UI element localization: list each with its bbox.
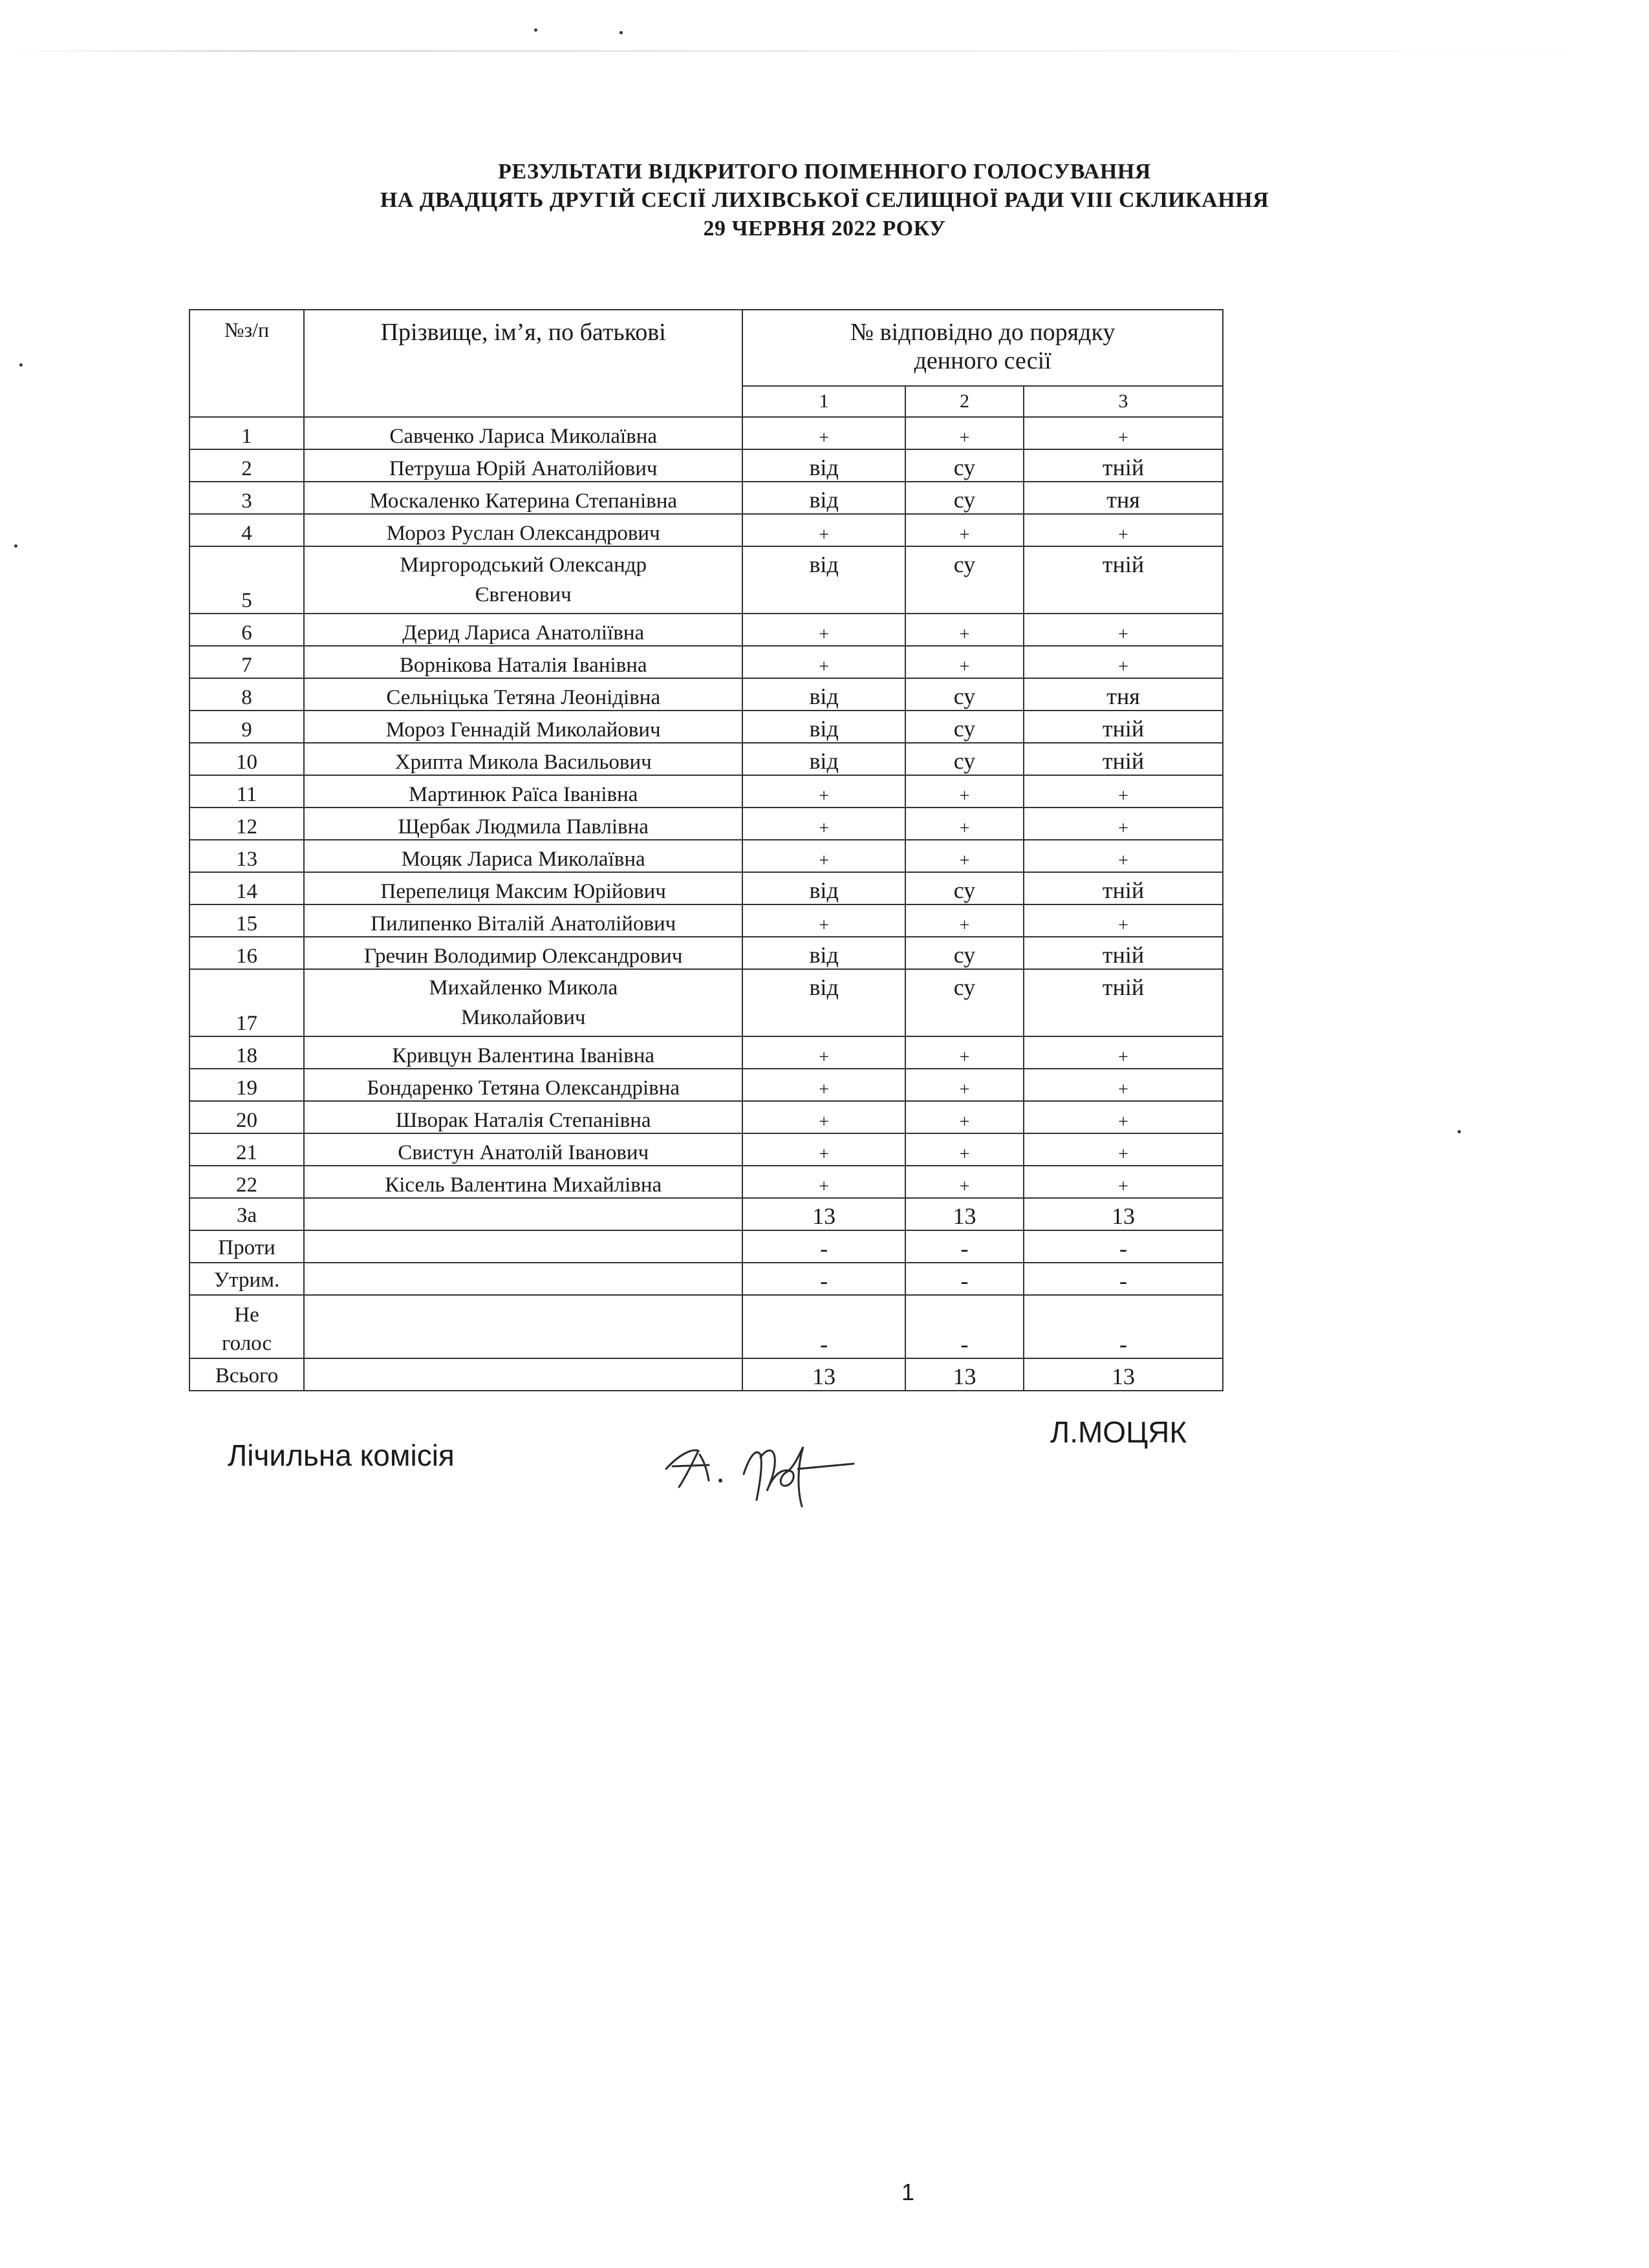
deputy-name: Мороз Руслан Олександрович (304, 514, 742, 546)
summary-blank (304, 1358, 742, 1391)
row-number: 8 (189, 678, 304, 711)
vote-question-3: + (1024, 775, 1223, 808)
summary-blank (304, 1295, 742, 1358)
vote-question-3: + (1024, 1069, 1223, 1101)
vote-question-2: + (905, 1133, 1024, 1166)
summary-row (189, 1358, 1223, 1391)
header-full-name: Прізвище, ім’я, по батькові (304, 310, 742, 417)
signer-name: Л.МОЦЯК (1050, 1415, 1187, 1449)
row-number: 12 (189, 808, 304, 840)
row-number: 11 (189, 775, 304, 808)
table-row (189, 904, 1223, 937)
deputy-name-line-1: Миргородський Олександр (400, 553, 647, 577)
vote-question-1: + (742, 646, 905, 678)
summary-label-line-1: Не (234, 1303, 259, 1327)
header-agenda-line-2: денного сесії (914, 347, 1051, 374)
deputy-name: Дерид Лариса Анатоліївна (304, 614, 742, 646)
vote-question-3: + (1024, 904, 1223, 937)
vote-question-3: + (1024, 514, 1223, 546)
vote-question-3: + (1024, 1101, 1223, 1133)
vote-question-2: + (905, 775, 1024, 808)
vote-question-1: від (742, 872, 905, 904)
vote-question-2: + (905, 840, 1024, 872)
summary-label: За (189, 1198, 304, 1230)
table-row (189, 775, 1223, 808)
summary-question-1: - (742, 1263, 905, 1295)
summary-question-3: - (1024, 1295, 1223, 1358)
table-row (189, 711, 1223, 743)
row-number: 3 (189, 482, 304, 514)
vote-question-2: су (905, 969, 1024, 1036)
vote-question-1: від (742, 678, 905, 711)
deputy-name: Бондаренко Тетяна Олександрівна (304, 1069, 742, 1101)
deputy-name: Кісель Валентина Михайлівна (304, 1166, 742, 1198)
row-number: 18 (189, 1036, 304, 1069)
table-row (189, 1166, 1223, 1198)
row-number: 20 (189, 1101, 304, 1133)
summary-row (189, 1198, 1223, 1230)
vote-question-1: + (742, 1036, 905, 1069)
table-row (189, 614, 1223, 646)
summary-label (189, 1295, 304, 1358)
vote-question-3: тня (1024, 482, 1223, 514)
deputy-name: Пилипенко Віталій Анатолійович (304, 904, 742, 937)
row-number: 14 (189, 872, 304, 904)
vote-question-3: тня (1024, 678, 1223, 711)
vote-question-2: су (905, 546, 1024, 614)
header-number: №з/п (189, 310, 304, 417)
vote-question-1: + (742, 904, 905, 937)
summary-question-2: 13 (905, 1198, 1024, 1230)
page-number: 1 (901, 2179, 915, 2205)
header-question-3: 3 (1024, 386, 1223, 417)
vote-question-2: су (905, 482, 1024, 514)
table-row (189, 514, 1223, 546)
deputy-name: Моцяк Лариса Миколаївна (304, 840, 742, 872)
vote-question-1: + (742, 808, 905, 840)
vote-question-3: + (1024, 1166, 1223, 1198)
row-number: 21 (189, 1133, 304, 1166)
deputy-name: Савченко Лариса Миколаївна (304, 417, 742, 449)
vote-question-1: + (742, 775, 905, 808)
row-number: 10 (189, 743, 304, 775)
title-line-2: НА ДВАДЦЯТЬ ДРУГІЙ СЕСІЇ ЛИХІВСЬКОЇ СЕЛИЩНОЇ РАДИ VIII СКЛИКАННЯ (380, 188, 1269, 212)
vote-question-2: су (905, 872, 1024, 904)
row-number: 19 (189, 1069, 304, 1101)
vote-question-1: від (742, 482, 905, 514)
vote-question-3: + (1024, 1133, 1223, 1166)
vote-question-3: тній (1024, 449, 1223, 482)
vote-question-2: + (905, 614, 1024, 646)
vote-question-2: + (905, 904, 1024, 937)
vote-question-3: тній (1024, 969, 1223, 1036)
table-row (189, 808, 1223, 840)
title-line-3: 29 ЧЕРВНЯ 2022 РОКУ (703, 217, 946, 241)
deputy-name-line-2: Євгенович (475, 583, 572, 606)
scan-edge-line (0, 50, 1649, 52)
vote-question-1: від (742, 937, 905, 969)
counting-commission-label: Лічильна комісія (228, 1439, 455, 1472)
row-number: 16 (189, 937, 304, 969)
deputy-name: Щербак Людмила Павлівна (304, 808, 742, 840)
deputy-name: Сельніцька Тетяна Леонідівна (304, 678, 742, 711)
table-row (189, 1101, 1223, 1133)
deputy-name: Ворнікова Наталія Іванівна (304, 646, 742, 678)
vote-question-2: + (905, 1069, 1024, 1101)
vote-question-2: су (905, 711, 1024, 743)
deputy-name: Мартинюк Раїса Іванівна (304, 775, 742, 808)
scan-speck (620, 31, 623, 34)
voting-results-table (189, 309, 1223, 1391)
summary-label: Всього (189, 1358, 304, 1391)
table-row (189, 646, 1223, 678)
summary-question-1: 13 (742, 1358, 905, 1391)
table-row (189, 743, 1223, 775)
vote-question-2: + (905, 514, 1024, 546)
deputy-name (304, 969, 742, 1036)
table-row (189, 1133, 1223, 1166)
row-number: 15 (189, 904, 304, 937)
vote-question-1: + (742, 514, 905, 546)
scan-speck (1458, 1130, 1461, 1133)
summary-question-2: - (905, 1263, 1024, 1295)
deputy-name: Хрипта Микола Васильович (304, 743, 742, 775)
summary-question-2: 13 (905, 1358, 1024, 1391)
summary-question-2: - (905, 1230, 1024, 1263)
table-row (189, 482, 1223, 514)
header-question-1: 1 (742, 386, 905, 417)
vote-question-3: тній (1024, 872, 1223, 904)
deputy-name: Кривцун Валентина Іванівна (304, 1036, 742, 1069)
vote-question-2: + (905, 646, 1024, 678)
table-row (189, 546, 1223, 614)
vote-question-1: + (742, 1101, 905, 1133)
vote-question-1: + (742, 840, 905, 872)
scan-speck (19, 363, 23, 367)
vote-question-1: від (742, 969, 905, 1036)
vote-question-2: су (905, 449, 1024, 482)
vote-question-1: + (742, 1166, 905, 1198)
deputy-name (304, 546, 742, 614)
summary-blank (304, 1230, 742, 1263)
vote-question-2: + (905, 417, 1024, 449)
vote-question-2: су (905, 743, 1024, 775)
summary-label: Утрим. (189, 1263, 304, 1295)
title-line-1: РЕЗУЛЬТАТИ ВІДКРИТОГО ПОІМЕННОГО ГОЛОСУВАННЯ (498, 160, 1151, 184)
table-row (189, 678, 1223, 711)
summary-label: Проти (189, 1230, 304, 1263)
row-number: 22 (189, 1166, 304, 1198)
summary-row (189, 1230, 1223, 1263)
summary-blank (304, 1263, 742, 1295)
row-number: 9 (189, 711, 304, 743)
summary-label-line-2: голос (221, 1332, 272, 1355)
vote-question-2: + (905, 1166, 1024, 1198)
summary-question-3: - (1024, 1263, 1223, 1295)
header-agenda-line-1: № відповідно до порядку (850, 319, 1116, 346)
vote-question-3: тній (1024, 711, 1223, 743)
vote-question-1: + (742, 417, 905, 449)
summary-row (189, 1295, 1223, 1358)
handwritten-signature (653, 1429, 867, 1519)
vote-question-1: від (742, 743, 905, 775)
summary-row (189, 1263, 1223, 1295)
deputy-name: Мороз Геннадій Миколайович (304, 711, 742, 743)
vote-question-2: + (905, 808, 1024, 840)
header-question-2: 2 (905, 386, 1024, 417)
summary-question-3: 13 (1024, 1358, 1223, 1391)
deputy-name: Гречин Володимир Олександрович (304, 937, 742, 969)
vote-question-1: + (742, 1133, 905, 1166)
summary-question-1: - (742, 1230, 905, 1263)
table-row (189, 840, 1223, 872)
summary-blank (304, 1198, 742, 1230)
deputy-name: Москаленко Катерина Степанівна (304, 482, 742, 514)
vote-question-1: + (742, 614, 905, 646)
vote-question-2: су (905, 937, 1024, 969)
vote-question-3: + (1024, 417, 1223, 449)
vote-question-1: від (742, 711, 905, 743)
table-row (189, 969, 1223, 1036)
vote-question-3: + (1024, 614, 1223, 646)
summary-question-1: - (742, 1295, 905, 1358)
table-row (189, 449, 1223, 482)
vote-question-2: + (905, 1101, 1024, 1133)
vote-question-3: + (1024, 646, 1223, 678)
row-number: 5 (189, 546, 304, 614)
document-title (0, 158, 1649, 243)
vote-question-2: + (905, 1036, 1024, 1069)
table-row (189, 1036, 1223, 1069)
summary-question-3: 13 (1024, 1198, 1223, 1230)
summary-question-1: 13 (742, 1198, 905, 1230)
summary-question-3: - (1024, 1230, 1223, 1263)
scan-speck (14, 544, 17, 548)
row-number: 1 (189, 417, 304, 449)
scan-speck (534, 28, 537, 32)
deputy-name: Шворак Наталія Степанівна (304, 1101, 742, 1133)
deputy-name: Петруша Юрій Анатолійович (304, 449, 742, 482)
vote-question-2: су (905, 678, 1024, 711)
deputy-name: Свистун Анатолій Іванович (304, 1133, 742, 1166)
table-row (189, 1069, 1223, 1101)
table-row (189, 872, 1223, 904)
vote-question-1: + (742, 1069, 905, 1101)
vote-question-3: + (1024, 808, 1223, 840)
deputy-name: Перепелиця Максим Юрійович (304, 872, 742, 904)
header-agenda-item (742, 310, 1223, 386)
vote-question-3: + (1024, 840, 1223, 872)
summary-question-2: - (905, 1295, 1024, 1358)
deputy-name-line-2: Миколайович (460, 1006, 586, 1029)
row-number: 7 (189, 646, 304, 678)
table-row (189, 417, 1223, 449)
row-number: 6 (189, 614, 304, 646)
row-number: 2 (189, 449, 304, 482)
deputy-name-line-1: Михайленко Микола (429, 976, 618, 1000)
vote-question-1: від (742, 546, 905, 614)
vote-question-3: тній (1024, 937, 1223, 969)
row-number: 4 (189, 514, 304, 546)
row-number: 17 (189, 969, 304, 1036)
table-row (189, 937, 1223, 969)
vote-question-3: тній (1024, 546, 1223, 614)
vote-question-1: від (742, 449, 905, 482)
vote-question-3: тній (1024, 743, 1223, 775)
vote-question-3: + (1024, 1036, 1223, 1069)
row-number: 13 (189, 840, 304, 872)
